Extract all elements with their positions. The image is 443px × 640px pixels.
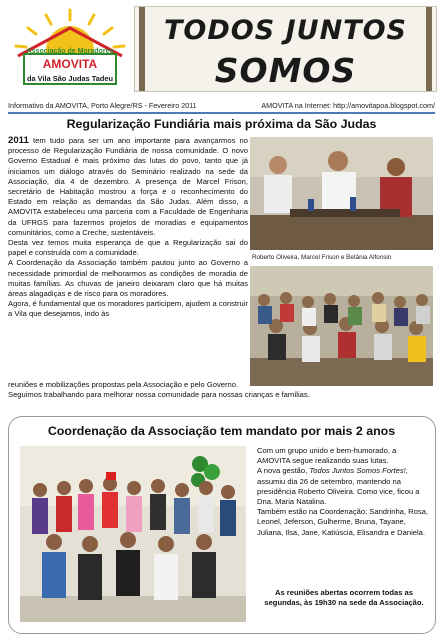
banner-line2: [135, 51, 436, 92]
article1-year: 2011: [8, 135, 29, 146]
article2-paragraph2-end: assumiu dia 26 de setembro, mantendo na presidência Roberto Oliveira. Como vice, ficou a Dna. Maria Natalina.: [257, 476, 420, 507]
article1-paragraph3: A Coordenação da Associação também pautou junto ao Governo a necessidade primordial de melhorarmos as condições de moradia de muitas famílias. As chuvas de janeiro deixaram claro que há muitas áreas alagadiças e de risco para os moradores.: [8, 258, 248, 299]
issue-info: Informativo da AMOVITA, Porto Alegre/RS - Fevereiro 2011: [8, 101, 197, 110]
logo-org-line3: da Vila São Judas Tadeu: [27, 74, 113, 83]
banner-line1: TODOS JUNTOS: [164, 15, 407, 46]
photo1-caption: Roberto Oliveira, Marcel Frison e Betânia Alfonsin: [252, 254, 392, 261]
article2-paragraph2: [257, 466, 431, 507]
website-info: AMOVITA na Internet: http://amovitapoa.blogspot.com/: [261, 101, 435, 110]
meeting-schedule: As reuniões abertas ocorrem todas as segundas, às 19h30 na sede da Associação.: [264, 588, 424, 608]
seminar-audience-photo: [250, 266, 433, 386]
logo-org-line1: Associação de Moradores: [26, 48, 114, 55]
article2-paragraph3: Também estão na Coordenação: Sandrinha, Rosa, Leonel, Jeferson, Gulherme, Bruna, Tayane, Juliana, Ilsa, Jane, Katiúscia, Elisandra e Daniela.: [257, 507, 428, 537]
banner-line2-text: SOMOS: [214, 51, 357, 90]
seminar-panel-photo: [250, 137, 433, 250]
article1-paragraph6: Seguimos trabalhando para melhorar nossa comunidade para nossas crianças e famílias.: [8, 390, 310, 400]
article1-paragraph1: [8, 136, 248, 238]
banner-exclamation: [352, 90, 368, 92]
header-divider: [8, 112, 435, 114]
logo-org-name: AMOVITA: [42, 57, 98, 71]
article1-paragraph5: reuniões e mobilizações propostas pela Associação e pelo Governo.: [8, 380, 239, 389]
article1-title: Regularização Fundiária mais próxima da São Judas: [66, 117, 377, 131]
coordination-group-photo: [20, 446, 246, 622]
article1-paragraph2: Desta vez temos muita esperança de que a Regularização sai do papel e construída com a comunidade.: [8, 238, 248, 258]
slogan-banner: [134, 6, 437, 92]
article2-title: Coordenação da Associação tem mandato por mais 2 anos: [47, 424, 396, 438]
article2-slate-name: Todos Juntos Somos Fortes!,: [309, 466, 408, 476]
article1-paragraph1-text: tem tudo para ser um ano importante para avançarmos no processo de Regularização Fundiária de nossa comunidade. O novo Governo Estadual é mais próximo das lutas do povo, tanto que já iniciamos um diálogo através do Seminário realizado na sede da Associação, dia 4 de dezembro. A presença de Marcel Frison, secretário de Habitação mostrou a força e o reconhecimento do Estado em relação as demandas da São Judas. Além disso, a AMOVITA estabeleceu uma parceria com a Faculdade de Engenharia da UFRGS para fazermos projetos de moradias e equipamentos comunitários, como a Creche, sustentáveis.: [8, 136, 248, 237]
article2-text: [257, 446, 431, 538]
article1-paragraph4: Agora, é fundamental que os moradores participem, ajudem a construir a Vila que desejamos, indo às: [8, 299, 248, 319]
amovita-logo: [6, 6, 134, 90]
article1-column-text: [8, 136, 248, 320]
sun-house-logo-icon: [6, 6, 134, 90]
article2-paragraph1: Com um grupo unido e bem-humorado, a AMOVITA segue realizando suas lutas.: [257, 446, 397, 466]
article2-paragraph2-start: A nova gestão,: [257, 466, 310, 476]
